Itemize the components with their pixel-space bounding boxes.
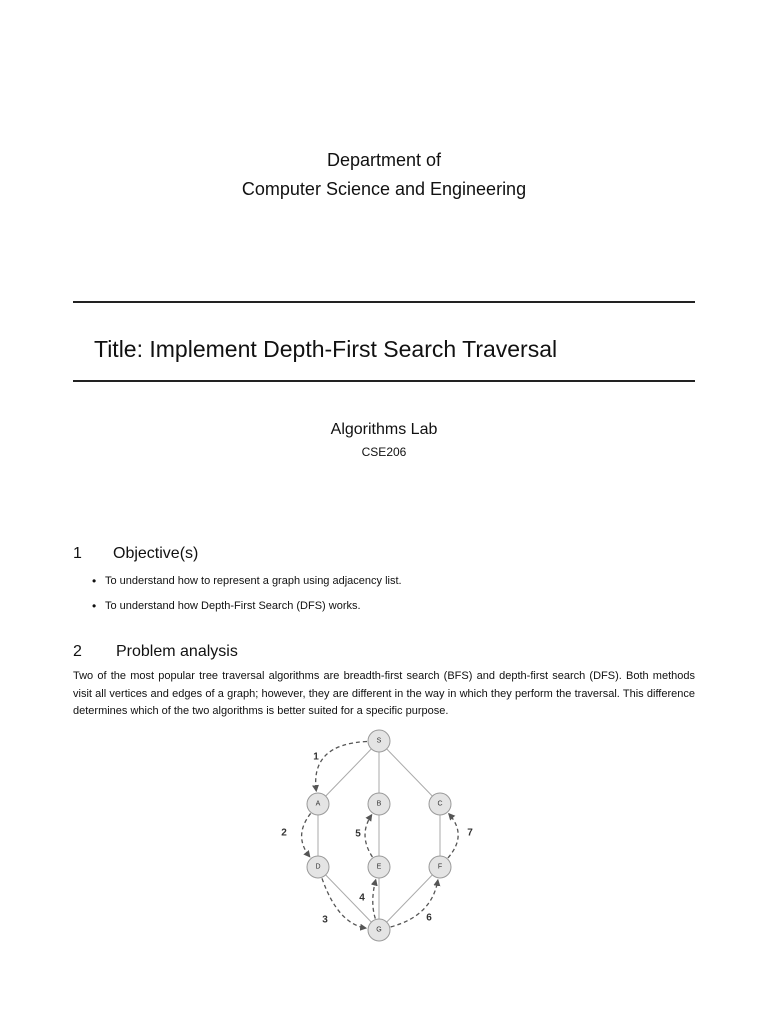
traversal-step-label: 1 <box>313 751 319 763</box>
traversal-step-label: 7 <box>467 827 473 839</box>
traversal-arrow-4 <box>373 880 376 919</box>
graph-node-E <box>368 856 390 878</box>
graph-edges <box>315 749 443 922</box>
section-2-number: 2 <box>73 643 82 660</box>
section-1-title: Objective(s) <box>113 545 199 562</box>
traversal-arrow-2 <box>302 813 311 856</box>
traversal-step-label: 4 <box>359 892 365 904</box>
graph-node-B <box>368 793 390 815</box>
node-label: E <box>376 863 382 871</box>
traversal-arrow-1 <box>316 742 367 792</box>
course-name: Algorithms Lab <box>330 421 438 438</box>
node-label: C <box>437 800 443 808</box>
graph-edge-S-A <box>326 749 372 796</box>
traversal-step-label: 5 <box>355 828 361 840</box>
traversal-step-label: 6 <box>426 912 432 924</box>
department-line-1: Department of <box>326 150 442 170</box>
objective-item: • To understand how to represent a graph using adjacency list. <box>92 575 402 600</box>
objectives-list <box>92 575 402 625</box>
title-rule-bottom <box>73 380 695 382</box>
node-label: S <box>376 737 382 745</box>
graph-node-D <box>307 856 329 878</box>
section-2-title: Problem analysis <box>116 643 238 660</box>
objective-item: • To understand how Depth-First Search (DFS) works. <box>92 600 402 625</box>
node-label: A <box>315 800 321 808</box>
course-code: CSE206 <box>361 445 407 459</box>
node-label: D <box>315 863 321 871</box>
problem-analysis-paragraph: Two of the most popular tree traversal algorithms are breadth-first search (BFS) and depth-first search (DFS). Both methods visit all vertices and edges of a graph; however, they are different in the way in which they perform the traversal. This difference determines which of the two algorithms is better suited for a specific purpose. <box>73 670 695 717</box>
title-rule-top <box>73 301 695 303</box>
traversal-step-label: 2 <box>281 827 287 839</box>
traversal-arrow-7 <box>448 814 458 858</box>
section-1-number: 1 <box>73 545 82 562</box>
node-label: G <box>376 926 382 934</box>
graph-node-F <box>429 856 451 878</box>
traversal-arrow-5 <box>365 815 372 857</box>
node-label: B <box>376 800 382 808</box>
department-line-2: Computer Science and Engineering <box>241 179 527 199</box>
traversal-arrows <box>281 742 473 929</box>
node-label: F <box>437 863 443 871</box>
graph-edge-S-C <box>387 749 433 796</box>
traversal-step-label: 3 <box>322 914 328 926</box>
graph-node-G <box>368 919 390 941</box>
document-title: Title: Implement Depth-First Search Traversal <box>94 336 558 362</box>
dfs-graph-diagram <box>270 720 490 950</box>
graph-node-S <box>368 730 390 752</box>
graph-node-A <box>307 793 329 815</box>
graph-node-C <box>429 793 451 815</box>
